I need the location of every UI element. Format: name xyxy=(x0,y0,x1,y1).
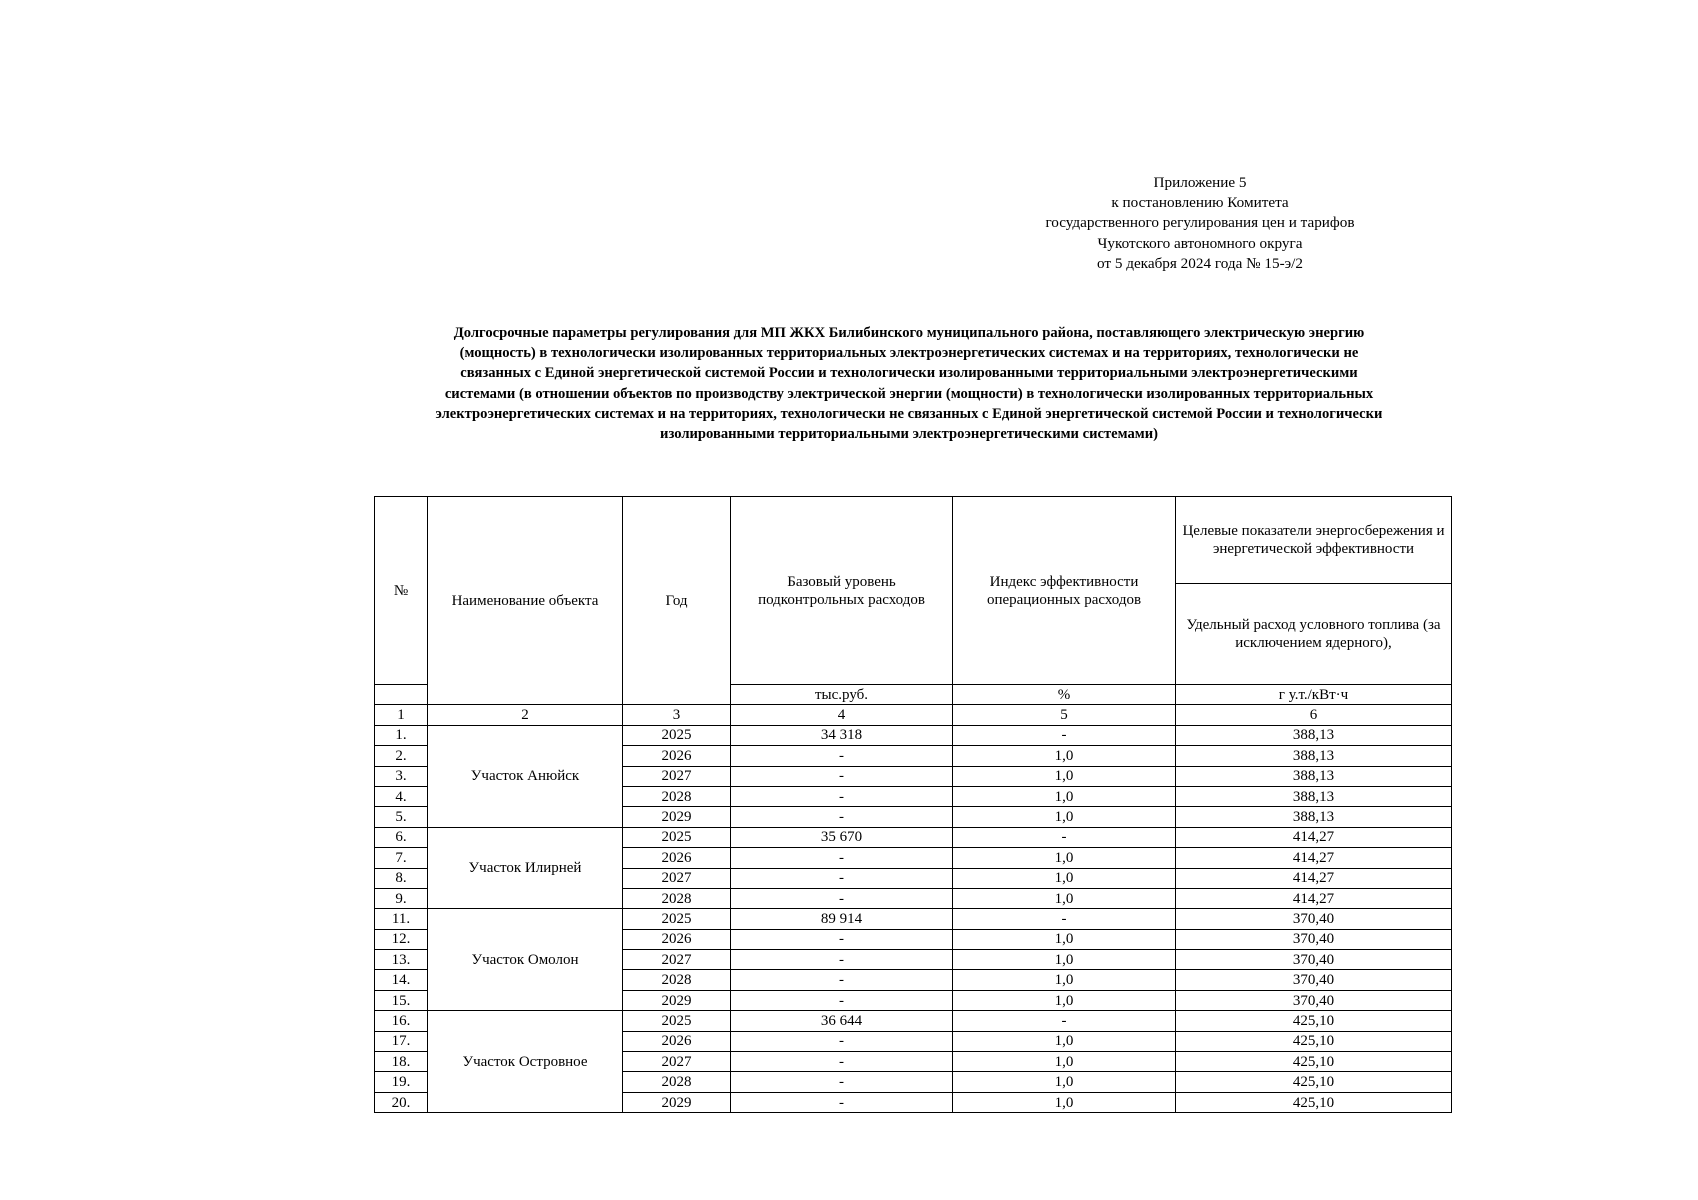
row-index: 1,0 xyxy=(953,848,1176,868)
row-year: 2029 xyxy=(623,807,731,827)
header-num xyxy=(375,497,428,685)
row-base: - xyxy=(731,970,953,990)
row-index: 1,0 xyxy=(953,950,1176,970)
row-num: 12. xyxy=(375,929,428,949)
header-base-label: Базовый уровень подконтрольных расходов xyxy=(758,573,925,608)
row-index: 1,0 xyxy=(953,1092,1176,1112)
row-base: - xyxy=(731,1052,953,1072)
row-fuel: 370,40 xyxy=(1176,970,1452,990)
appendix-line: Приложение 5 xyxy=(1153,174,1247,191)
row-index: 1,0 xyxy=(953,970,1176,990)
row-base: 36 644 xyxy=(731,1011,953,1031)
document-title xyxy=(368,323,1450,444)
row-year: 2025 xyxy=(623,1011,731,1031)
units-fuel: г у.т./кВт·ч xyxy=(1176,685,1452,705)
row-year: 2027 xyxy=(623,950,731,970)
object-name: Участок Анюйск xyxy=(428,725,623,827)
row-num: 7. xyxy=(375,848,428,868)
units-num xyxy=(375,685,428,705)
row-fuel: 388,13 xyxy=(1176,725,1452,745)
appendix-header xyxy=(1000,173,1400,274)
row-num: 6. xyxy=(375,827,428,847)
row-num: 13. xyxy=(375,950,428,970)
row-year: 2025 xyxy=(623,909,731,929)
table-row xyxy=(375,827,1452,847)
row-fuel: 425,10 xyxy=(1176,1072,1452,1092)
row-num: 9. xyxy=(375,888,428,908)
row-num: 20. xyxy=(375,1092,428,1112)
row-base: - xyxy=(731,848,953,868)
row-year: 2027 xyxy=(623,868,731,888)
row-base: - xyxy=(731,1031,953,1051)
row-base: - xyxy=(731,990,953,1010)
row-num: 15. xyxy=(375,990,428,1010)
row-num: 11. xyxy=(375,909,428,929)
row-base: 89 914 xyxy=(731,909,953,929)
row-base: - xyxy=(731,929,953,949)
row-num: 16. xyxy=(375,1011,428,1031)
header-index xyxy=(953,497,1176,685)
row-fuel: 414,27 xyxy=(1176,827,1452,847)
row-base: - xyxy=(731,1092,953,1112)
row-fuel: 370,40 xyxy=(1176,909,1452,929)
row-index: 1,0 xyxy=(953,1031,1176,1051)
row-year: 2026 xyxy=(623,746,731,766)
appendix-line: государственного регулирования цен и тарифов xyxy=(1045,214,1355,232)
row-year: 2027 xyxy=(623,1052,731,1072)
header-index-label: Индекс эффективности операционных расходов xyxy=(986,573,1142,608)
row-fuel: 388,13 xyxy=(1176,746,1452,766)
parameters-table xyxy=(374,496,1452,1113)
units-base: тыс.руб. xyxy=(731,685,953,705)
header-row xyxy=(375,497,1452,584)
title-line: системами (в отношении объектов по производству электрической энергии (мощности) в технологически изолированных территориальных xyxy=(444,385,1374,402)
row-fuel: 425,10 xyxy=(1176,1092,1452,1112)
table-row xyxy=(375,1011,1452,1031)
title-line: Долгосрочные параметры регулирования для МП ЖКХ Билибинского муниципального района, поставляющего электрическую энергию xyxy=(453,325,1365,341)
header-object-label: Наименование объекта xyxy=(451,592,599,609)
column-number: 1 xyxy=(375,705,428,725)
row-num: 18. xyxy=(375,1052,428,1072)
row-fuel: 388,13 xyxy=(1176,786,1452,806)
row-fuel: 425,10 xyxy=(1176,1031,1452,1051)
row-year: 2026 xyxy=(623,1031,731,1051)
row-index: - xyxy=(953,827,1176,847)
row-year: 2029 xyxy=(623,990,731,1010)
row-base: - xyxy=(731,766,953,786)
row-fuel: 370,40 xyxy=(1176,929,1452,949)
row-base: - xyxy=(731,950,953,970)
row-year: 2028 xyxy=(623,970,731,990)
header-year-label: Год xyxy=(665,592,688,609)
header-targets-label: Целевые показатели энергосбережения и энергетической эффективности xyxy=(1182,523,1445,557)
row-index: 1,0 xyxy=(953,1052,1176,1072)
row-index: 1,0 xyxy=(953,1072,1176,1092)
appendix-line: Чукотского автономного округа xyxy=(1097,234,1303,252)
header-fuel xyxy=(1176,584,1452,685)
units-index: % xyxy=(953,685,1176,705)
row-index: 1,0 xyxy=(953,868,1176,888)
row-year: 2025 xyxy=(623,725,731,745)
row-base: 34 318 xyxy=(731,725,953,745)
appendix-line: к постановлению Комитета xyxy=(1111,194,1289,212)
row-fuel: 425,10 xyxy=(1176,1052,1452,1072)
row-num: 1. xyxy=(375,725,428,745)
row-base: - xyxy=(731,746,953,766)
object-name: Участок Илирней xyxy=(428,827,623,909)
row-fuel: 414,27 xyxy=(1176,888,1452,908)
row-num: 8. xyxy=(375,868,428,888)
header-object xyxy=(428,497,623,705)
table-row xyxy=(375,909,1452,929)
title-line: связанных с Единой энергетической системой России и технологически изолированными территориальными электроэнергетическими xyxy=(460,365,1358,382)
row-fuel: 388,13 xyxy=(1176,766,1452,786)
object-name: Участок Омолон xyxy=(428,909,623,1011)
header-num-label: № xyxy=(393,582,409,599)
row-num: 17. xyxy=(375,1031,428,1051)
row-year: 2026 xyxy=(623,848,731,868)
header-targets xyxy=(1176,497,1452,584)
row-base: 35 670 xyxy=(731,827,953,847)
row-num: 14. xyxy=(375,970,428,990)
row-index: 1,0 xyxy=(953,766,1176,786)
row-base: - xyxy=(731,807,953,827)
row-year: 2027 xyxy=(623,766,731,786)
row-base: - xyxy=(731,1072,953,1092)
object-name: Участок Островное xyxy=(428,1011,623,1113)
row-index: 1,0 xyxy=(953,746,1176,766)
row-num: 19. xyxy=(375,1072,428,1092)
row-index: 1,0 xyxy=(953,888,1176,908)
row-year: 2028 xyxy=(623,888,731,908)
appendix-line: от 5 декабря 2024 года № 15-э/2 xyxy=(1097,254,1303,272)
row-base: - xyxy=(731,868,953,888)
title-line: изолированными территориальными электроэнергетическими системами) xyxy=(660,426,1158,443)
row-num: 4. xyxy=(375,786,428,806)
row-num: 2. xyxy=(375,746,428,766)
row-index: - xyxy=(953,909,1176,929)
row-index: 1,0 xyxy=(953,990,1176,1010)
column-number-row xyxy=(375,705,1452,725)
row-base: - xyxy=(731,786,953,806)
row-index: - xyxy=(953,725,1176,745)
row-fuel: 370,40 xyxy=(1176,990,1452,1010)
column-number: 6 xyxy=(1176,705,1452,725)
row-year: 2029 xyxy=(623,1092,731,1112)
table-row xyxy=(375,725,1452,745)
row-year: 2025 xyxy=(623,827,731,847)
row-year: 2028 xyxy=(623,786,731,806)
row-index: 1,0 xyxy=(953,807,1176,827)
title-line: (мощность) в технологически изолированных территориальных электроэнергетических системах и на территориях, технологически не xyxy=(459,345,1359,362)
column-number: 5 xyxy=(953,705,1176,725)
row-base: - xyxy=(731,888,953,908)
title-line: электроэнергетических системах и на территориях, технологически не связанных с Единой энергетической системой России и технологически xyxy=(435,405,1383,422)
header-base xyxy=(731,497,953,685)
row-fuel: 414,27 xyxy=(1176,868,1452,888)
row-index: 1,0 xyxy=(953,929,1176,949)
column-number: 3 xyxy=(623,705,731,725)
row-fuel: 370,40 xyxy=(1176,950,1452,970)
header-fuel-label: Удельный расход условного топлива (за исключением ядерного), xyxy=(1186,617,1441,651)
row-index: 1,0 xyxy=(953,786,1176,806)
row-fuel: 414,27 xyxy=(1176,848,1452,868)
column-number: 4 xyxy=(731,705,953,725)
row-fuel: 425,10 xyxy=(1176,1011,1452,1031)
row-year: 2026 xyxy=(623,929,731,949)
row-index: - xyxy=(953,1011,1176,1031)
row-fuel: 388,13 xyxy=(1176,807,1452,827)
row-num: 5. xyxy=(375,807,428,827)
column-number: 2 xyxy=(428,705,623,725)
row-num: 3. xyxy=(375,766,428,786)
row-year: 2028 xyxy=(623,1072,731,1092)
header-year xyxy=(623,497,731,705)
